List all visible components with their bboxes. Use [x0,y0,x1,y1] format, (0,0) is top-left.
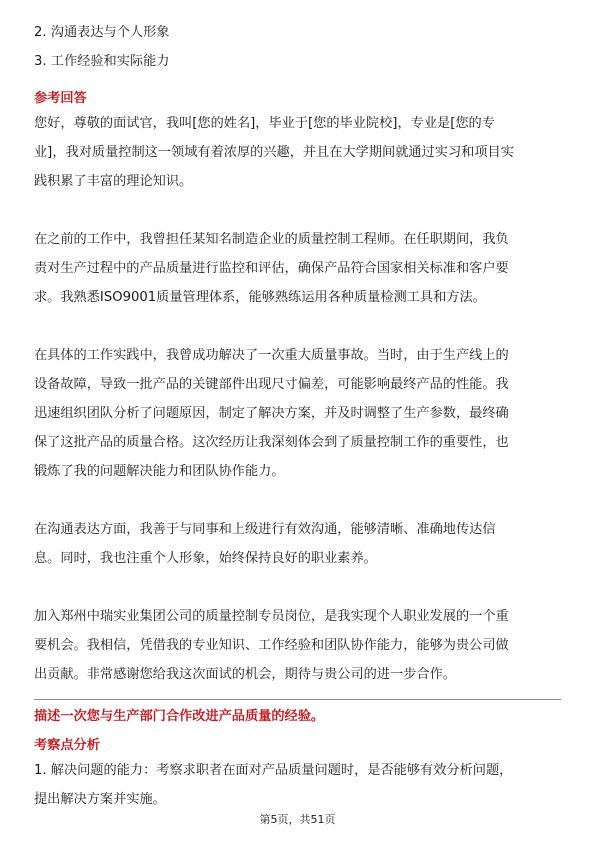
analysis-heading: 考察点分析 [34,738,100,753]
paragraph-line: 业]，我对质量控制这一领域有着浓厚的兴趣，并且在大学期间就通过实习和项目实 [34,145,514,160]
paragraph-line: 提出解决方案并实施。 [34,792,166,807]
paragraph-line: 要机会。我相信，凭借我的专业知识、工作经验和团队协作能力，能够为贵公司做 [34,638,509,653]
paragraph-line: 责对生产过程中的产品质量进行监控和评估，确保产品符合国家相关标准和客户要 [34,261,509,276]
section-divider [34,699,561,700]
paragraph-line: 在之前的工作中，我曾担任某知名制造企业的质量控制工程师。在任职期间，我负 [34,232,509,247]
paragraph-line: 设备故障，导致一批产品的关键部件出现尺寸偏差，可能影响最终产品的性能。我 [34,377,509,392]
paragraph-line: 求。我熟悉ISO9001质量管理体系，能够熟练运用各种质量检测工具和方法。 [34,290,486,305]
reference-answer-heading: 参考回答 [34,91,87,106]
paragraph-line: 保了这批产品的质量合格。这次经历让我深刻体会到了质量控制工作的重要性，也 [34,435,509,450]
question-heading: 描述一次您与生产部门合作改进产品质量的经验。 [34,709,325,724]
list-item: 3. 工作经验和实际能力 [34,54,170,69]
list-item: 2. 沟通表达与个人形象 [34,25,170,40]
paragraph-line: 在沟通表达方面，我善于与同事和上级进行有效沟通，能够清晰、准确地传达信 [34,522,496,537]
page-number: 第5页，共51页 [259,813,336,826]
paragraph-line: 在具体的工作实践中，我曾成功解决了一次重大质量事故。当时，由于生产线上的 [34,348,509,363]
paragraph-line: 践积累了丰富的理论知识。 [34,174,193,189]
paragraph-line: 息。同时，我也注重个人形象，始终保持良好的职业素养。 [34,551,377,566]
paragraph-line: 锻炼了我的问题解决能力和团队协作能力。 [34,464,285,479]
paragraph-line: 出贡献。非常感谢您给我这次面试的机会，期待与贵公司的进一步合作。 [34,667,456,682]
paragraph-line: 1. 解决问题的能力：考察求职者在面对产品质量问题时，是否能够有效分析问题， [34,763,513,778]
paragraph-line: 加入郑州中瑞实业集团公司的质量控制专员岗位，是我实现个人职业发展的一个重 [34,609,509,624]
paragraph-line: 您好，尊敬的面试官，我叫[您的姓名]，毕业于[您的毕业院校]，专业是[您的专 [34,116,495,131]
paragraph-line: 迅速组织团队分析了问题原因，制定了解决方案，并及时调整了生产参数，最终确 [34,406,509,421]
